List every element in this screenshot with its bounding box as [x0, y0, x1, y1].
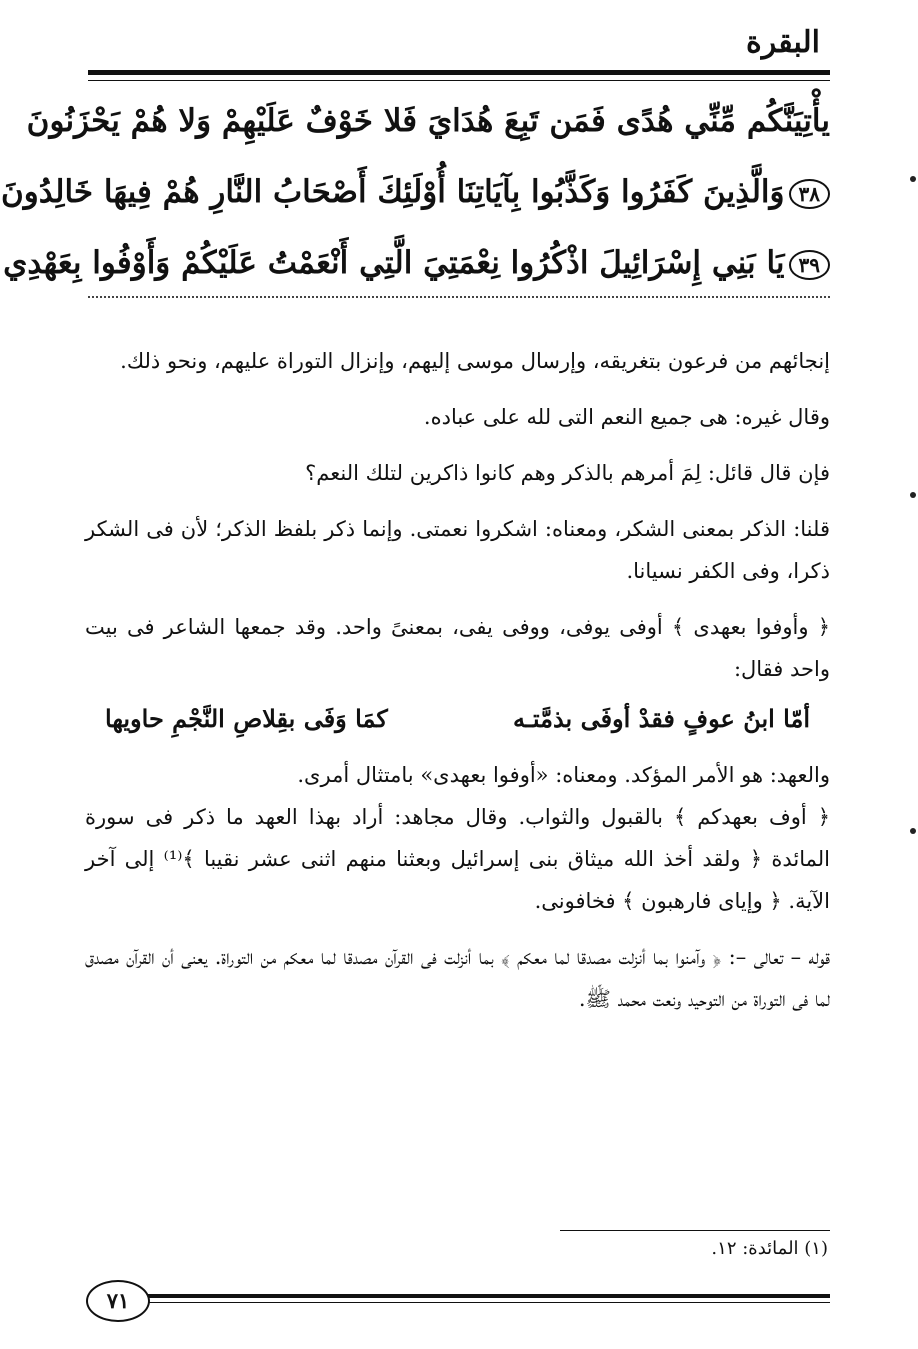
page-number: ٧١ [86, 1280, 150, 1322]
ayah-number-marker: ٣٩ [789, 250, 830, 280]
paragraph: والعهد: هو الأمر المؤكد. ومعناه: «أوفوا بعهدى» بامتثال أمرى. [297, 763, 830, 787]
margin-dot [910, 176, 916, 182]
footer-rule-thick [148, 1294, 830, 1298]
paragraph: ﴿ وأوفوا بعهدى ﴾ أوفى يوفى، ووفى يفى، بمعنىً واحد. وقد جمعها الشاعر فى بيت واحد فقال: [85, 615, 830, 681]
verse-text: يَا بَنِي إِسْرَائِيلَ اذْكُرُوا نِعْمَتِيَ الَّتِي أَنْعَمْتُ عَلَيْكُمْ وَأَوْفُوا بِعَهْدِي [3, 245, 785, 281]
footnote: (١) المائدة: ١٢. [711, 1238, 828, 1259]
tafsir-commentary [85, 340, 830, 1034]
paragraph: ﴿ أوف بعهدكم ﴾ بالقبول والثواب. وقال مجاهد: أراد بهذا العهد ما ذكر فى سورة المائدة ﴿ ولقد أخذ الله ميثاق بنى إسرائيل وبعثنا منهم اثنى عشر نقيبا ﴾⁽¹⁾ إلى آخر الآية. ﴿ وإياى فارهبون ﴾ فخافونى. [85, 805, 830, 913]
paragraph: قوله – تعالى –: ﴿ وآمنوا بما أنزلت مصدقا لما معكم ﴾ بما أنزلت فى القرآن مصدقا لما معكم من التوراة. يعنى أن القرآن مصدق لما فى التوراة من التوحيد ونعت محمد ﷺ. [85, 945, 830, 1011]
verse-separator [88, 296, 830, 298]
verse-line-1 [26, 86, 830, 157]
surah-title: البقرة [746, 25, 820, 60]
margin-dot [910, 828, 916, 834]
poem-second-hemistich: كمَا وَفَى بقِلاصِ النَّجْمِ حاويها [105, 704, 388, 733]
margin-dot [910, 492, 916, 498]
footer-rule-thin [148, 1302, 830, 1303]
verse-text: يأْتِيَنَّكُم مِّنِّي هُدًى فَمَن تَبِعَ هُدَايَ فَلا خَوْفٌ عَلَيْهِمْ وَلا هُمْ يَحْزَنُونَ [26, 103, 830, 139]
paragraph: إنجائهم من فرعون بتغريقه، وإرسال موسى إليهم، وإنزال التوراة عليهم، ونحو ذلك. [120, 349, 830, 373]
quran-verses [1, 86, 830, 299]
poem-first-hemistich: أمّا ابنُ عوفٍ فقدْ أوفَى بذمَّتـه [512, 704, 810, 733]
poetry-verse [85, 694, 830, 744]
paragraph: فإن قال قائل: لِمَ أمرهم بالذكر وهم كانوا ذاكرين لتلك النعم؟ [305, 461, 830, 485]
paragraph: قلنا: الذكر بمعنى الشكر، ومعناه: اشكروا نعمتى. وإنما ذكر بلفظ الذكر؛ لأن فى الشكر ذكرا، وفى الكفر نسيانا. [85, 517, 830, 583]
header-rule-thick [88, 70, 830, 75]
paragraph: وقال غيره: هى جميع النعم التى لله على عباده. [423, 405, 830, 429]
verse-line-3 [3, 228, 830, 299]
verse-text: وَالَّذِينَ كَفَرُوا وَكَذَّبُوا بِآيَاتِنَا أُوْلَئِكَ أَصْحَابُ النَّارِ هُمْ فِيهَا خَالِدُونَ [1, 174, 785, 210]
verse-line-2 [1, 157, 830, 228]
ayah-number-marker: ٣٨ [789, 179, 830, 209]
footnote-rule [560, 1230, 830, 1231]
header-rule-thin [88, 80, 830, 81]
